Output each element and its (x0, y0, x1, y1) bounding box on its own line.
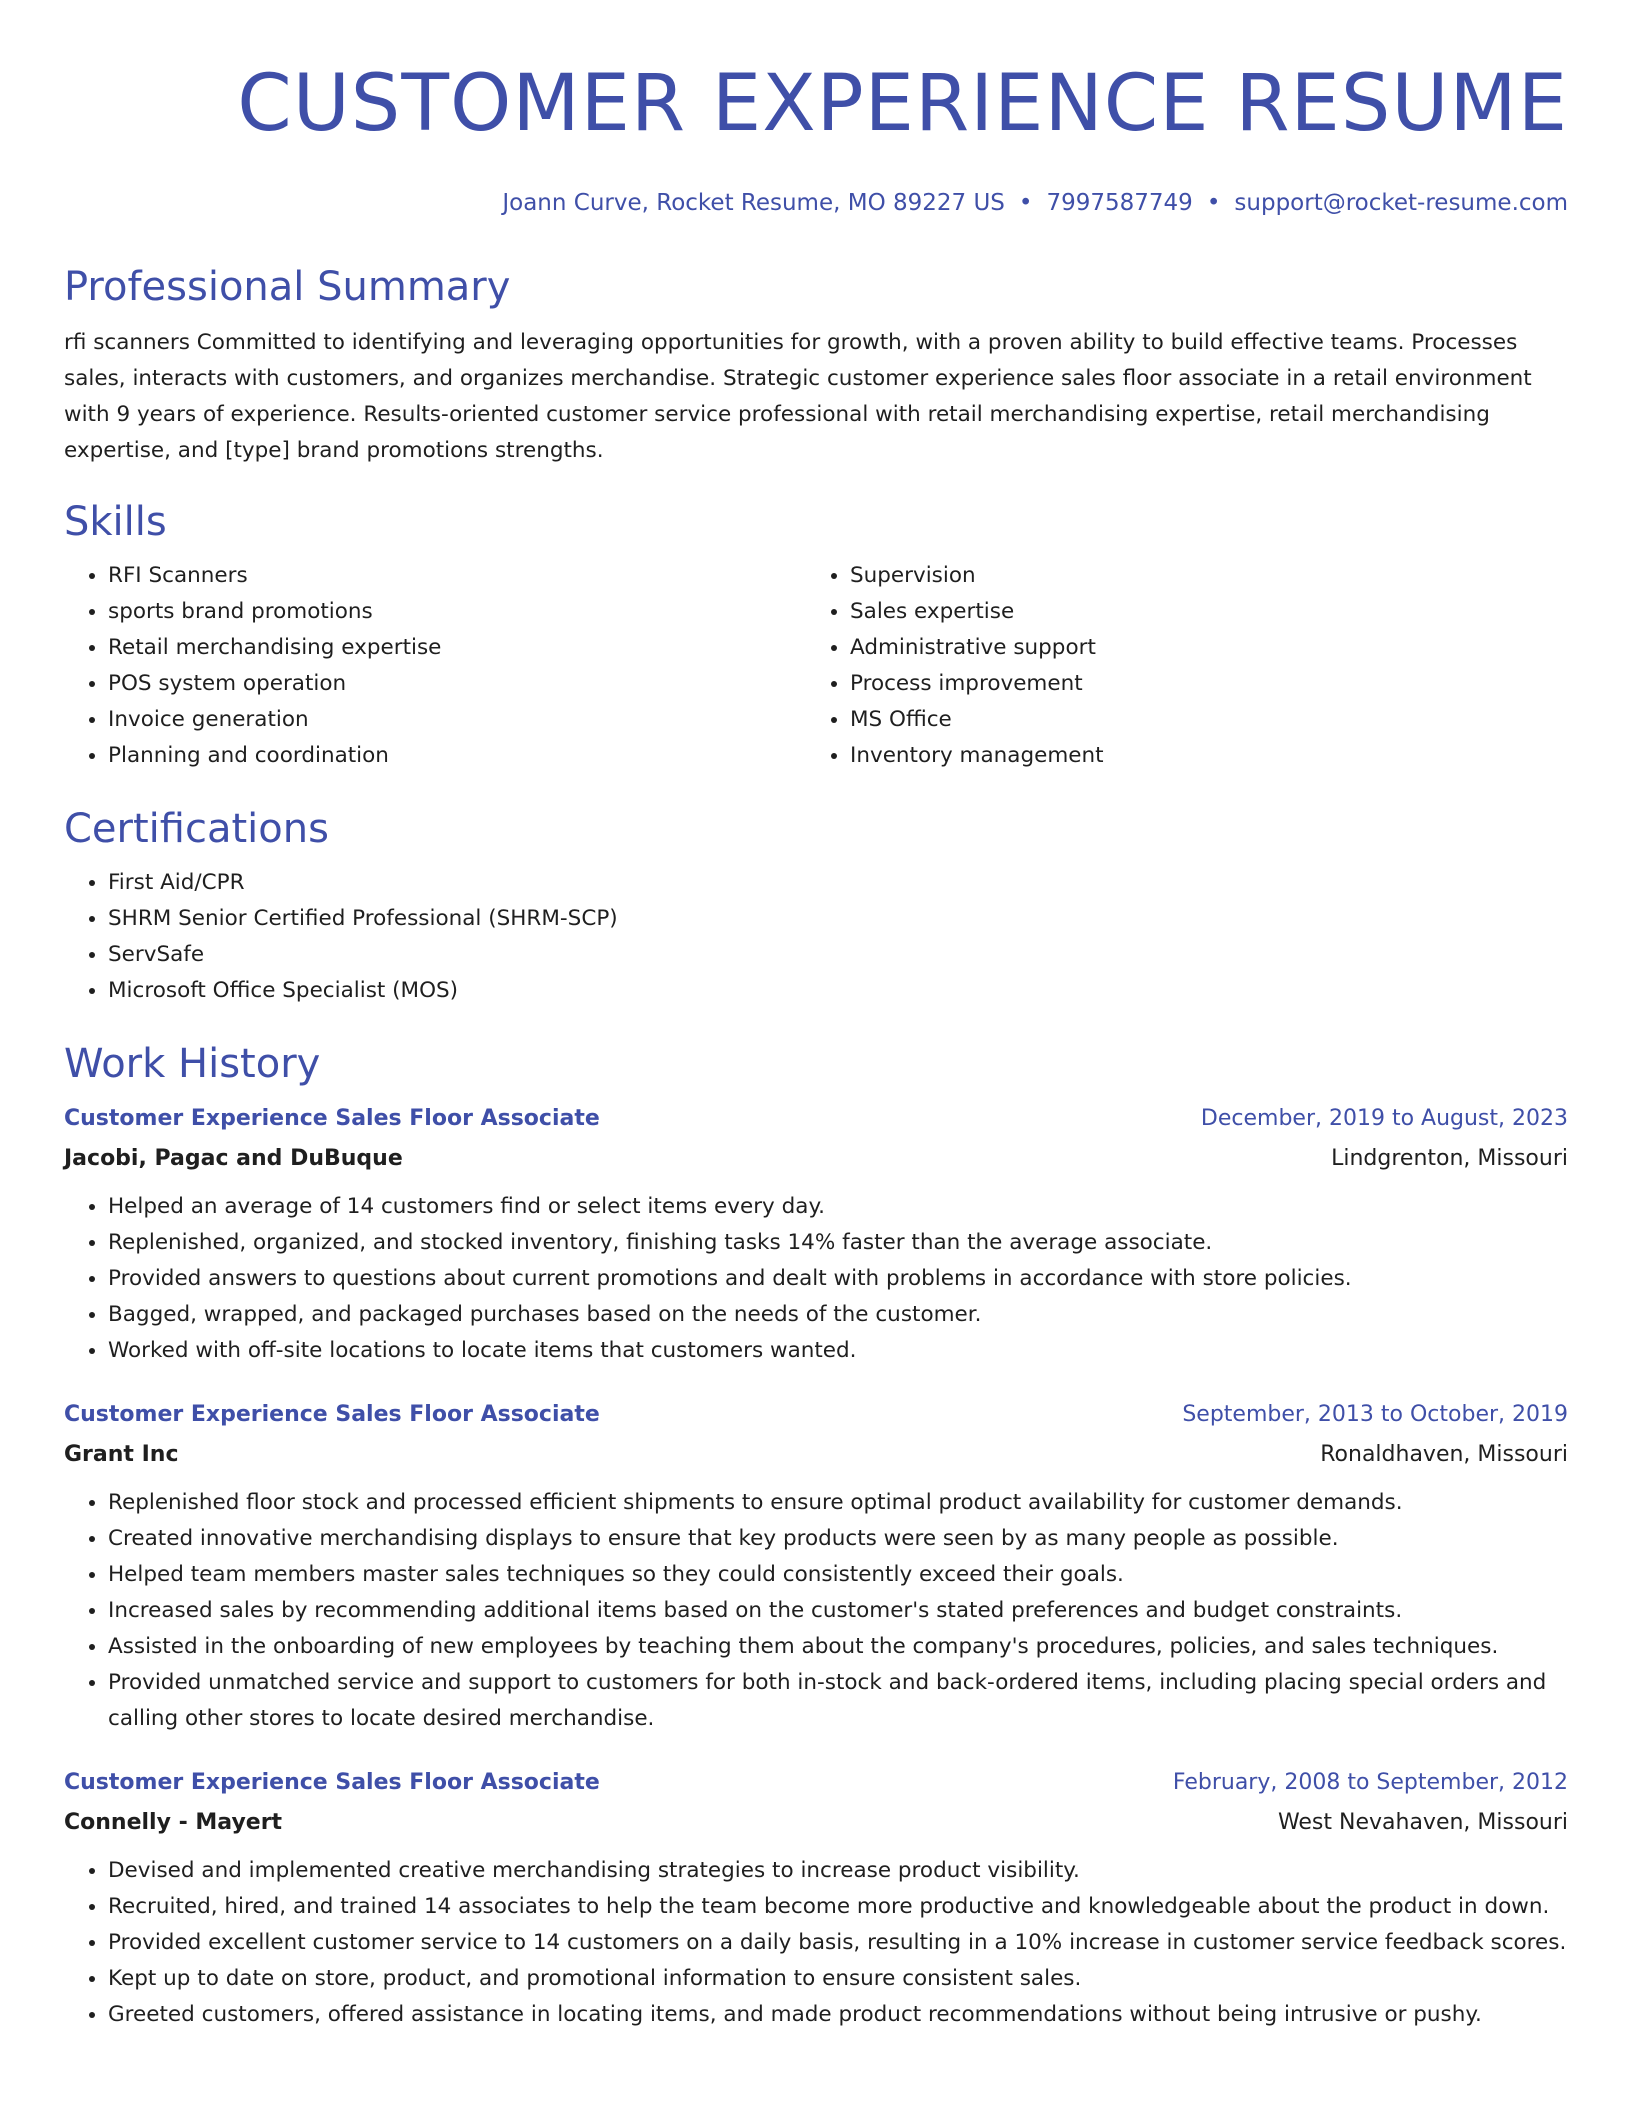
skill-item: • sports brand promotions (108, 594, 806, 630)
job-bullets (64, 1189, 1568, 1369)
job-role: Customer Experience Sales Floor Associate (64, 1106, 600, 1131)
certification-item: • ServSafe (108, 937, 1568, 973)
skill-item: • Invoice generation (108, 702, 806, 738)
job-company: Connelly - Mayert (64, 1810, 283, 1835)
job-entry (64, 1763, 1568, 2033)
job-bullet: • Increased sales by recommending additional items based on the customer's stated preferences and budget constraints. (108, 1593, 1568, 1629)
skill-item: • Sales expertise (850, 594, 1548, 630)
job-bullet: • Replenished floor stock and processed efficient shipments to ensure optimal product availability for customer demands. (108, 1485, 1568, 1521)
job-bullet: • Greeted customers, offered assistance in locating items, and made product recommendations without being intrusive or pushy. (108, 1997, 1568, 2033)
job-bullet: • Kept up to date on store, product, and promotional information to ensure consistent sales. (108, 1961, 1568, 1997)
job-header (64, 1395, 1568, 1435)
job-dates: September, 2013 to October, 2019 (1182, 1402, 1568, 1427)
contact-line (64, 188, 1568, 218)
job-bullets (64, 1853, 1568, 2033)
job-bullet: • Provided answers to questions about current promotions and dealt with problems in accordance with store policies. (108, 1261, 1568, 1297)
job-bullet: • Recruited, hired, and trained 14 associates to help the team become more productive and knowledgeable about the product in down. (108, 1889, 1568, 1925)
certification-item: • Microsoft Office Specialist (MOS) (108, 973, 1568, 1009)
skill-item: • RFI Scanners (108, 558, 806, 594)
contact-phone: 7997587749 (1046, 190, 1193, 216)
certification-item: • SHRM Senior Certified Professional (SHRM-SCP) (108, 901, 1568, 937)
job-subheader (64, 1139, 1568, 1179)
job-company: Grant Inc (64, 1442, 179, 1467)
skills-columns (64, 558, 1568, 774)
resume-page (64, 0, 1568, 2033)
job-bullet: • Helped team members master sales techniques so they could consistently exceed their goals. (108, 1557, 1568, 1593)
work-history-heading: Work History (64, 1041, 321, 1087)
job-bullet: • Replenished, organized, and stocked inventory, finishing tasks 14% faster than the average associate. (108, 1225, 1568, 1261)
separator-dot: • (1206, 190, 1221, 216)
job-bullet: • Assisted in the onboarding of new employees by teaching them about the company's procedures, policies, and sales techniques. (108, 1629, 1568, 1665)
job-bullet: • Provided excellent customer service to 14 customers on a daily basis, resulting in a 10% increase in customer service feedback scores. (108, 1925, 1568, 1961)
job-location: Ronaldhaven, Missouri (1320, 1442, 1568, 1467)
job-dates: February, 2008 to September, 2012 (1172, 1770, 1568, 1795)
job-location: West Nevahaven, Missouri (1277, 1810, 1568, 1835)
skill-item: • Planning and coordination (108, 738, 806, 774)
contact-address: Joann Curve, Rocket Resume, MO 89227 US (502, 190, 1005, 216)
job-bullet: • Worked with off-site locations to locate items that customers wanted. (108, 1333, 1568, 1369)
job-location: Lindgrenton, Missouri (1331, 1146, 1568, 1171)
job-header (64, 1763, 1568, 1803)
skill-item: • MS Office (850, 702, 1548, 738)
certification-item: • First Aid/CPR (108, 865, 1568, 901)
job-dates: December, 2019 to August, 2023 (1200, 1106, 1568, 1131)
skill-item: • Retail merchandising expertise (108, 630, 806, 666)
job-bullet: • Provided unmatched service and support to customers for both in-stock and back-ordered items, including placing special orders and calling other stores to locate desired merchandise. (108, 1665, 1568, 1737)
job-bullet: • Helped an average of 14 customers find or select items every day. (108, 1189, 1568, 1225)
job-role: Customer Experience Sales Floor Associate (64, 1402, 600, 1427)
job-company: Jacobi, Pagac and DuBuque (64, 1146, 403, 1171)
separator-dot: • (1018, 190, 1033, 216)
summary-text: rfi scanners Committed to identifying and leveraging opportunities for growth, with a proven ability to build effective teams. Processes sales, interacts with customers, and organizes merchandise. Strategic customer experience sales floor associate in a retail environment with 9 years of experience. Results-oriented customer service professional with retail merchandising expertise, retail merchandising expertise, and [type] brand promotions strengths. (64, 330, 1532, 463)
job-bullet: • Devised and implemented creative merchandising strategies to increase product visibility. (108, 1853, 1568, 1889)
certifications-list (64, 865, 1568, 1009)
skill-item: • Administrative support (850, 630, 1548, 666)
skill-item: • POS system operation (108, 666, 806, 702)
skills-list-right (806, 558, 1548, 774)
summary-heading: Professional Summary (64, 264, 511, 310)
resume-title: CUSTOMER EXPERIENCE RESUME (237, 59, 1568, 149)
skill-item: • Supervision (850, 558, 1548, 594)
skills-list-left (64, 558, 806, 774)
job-role: Customer Experience Sales Floor Associate (64, 1770, 600, 1795)
job-subheader (64, 1435, 1568, 1475)
job-entry (64, 1099, 1568, 1369)
job-subheader (64, 1803, 1568, 1843)
certifications-heading: Certifications (64, 806, 329, 852)
job-bullets (64, 1485, 1568, 1737)
contact-email[interactable]: support@rocket-resume.com (1234, 190, 1568, 216)
job-header (64, 1099, 1568, 1139)
skill-item: • Process improvement (850, 666, 1548, 702)
job-bullet: • Created innovative merchandising displays to ensure that key products were seen by as many people as possible. (108, 1521, 1568, 1557)
job-entry (64, 1395, 1568, 1737)
skills-heading: Skills (64, 499, 167, 545)
job-bullet: • Bagged, wrapped, and packaged purchases based on the needs of the customer. (108, 1297, 1568, 1333)
skill-item: • Inventory management (850, 738, 1548, 774)
